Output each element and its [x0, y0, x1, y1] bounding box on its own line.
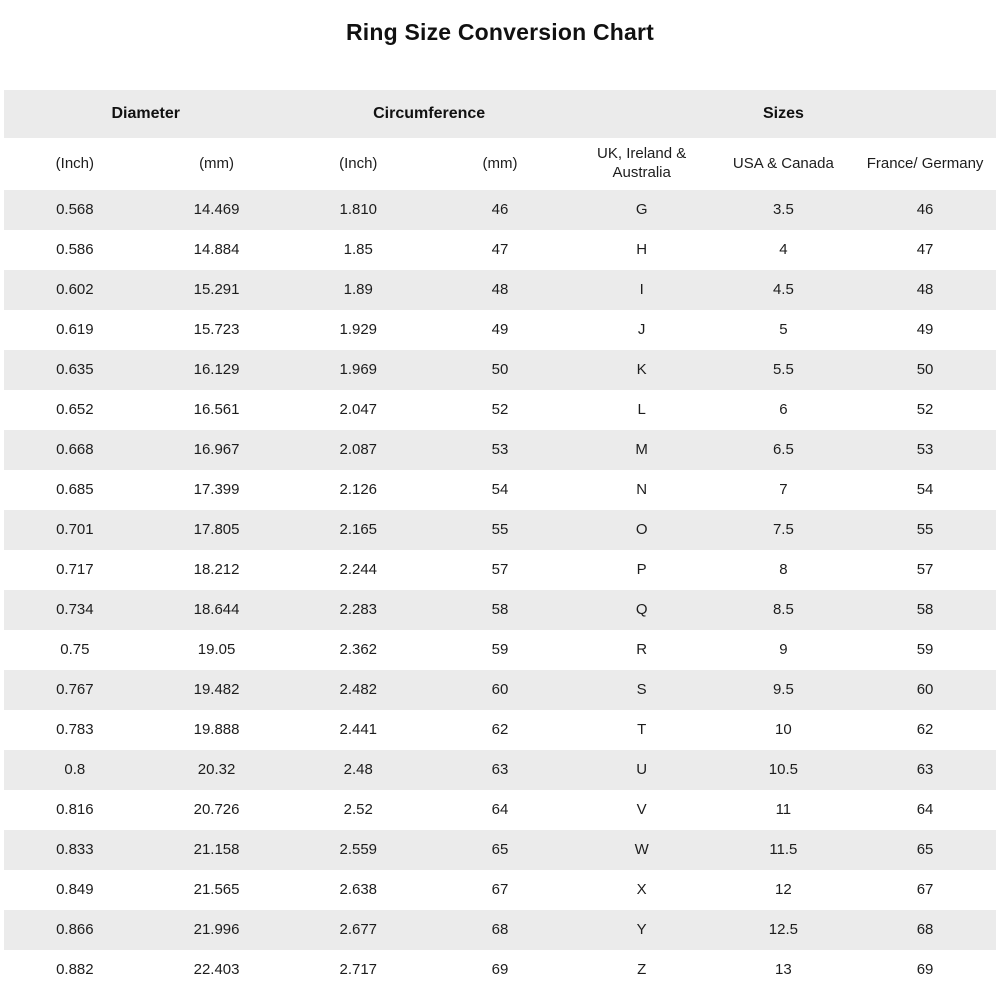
table-cell: 15.723 — [193, 320, 240, 338]
table-cell: 57 — [491, 560, 509, 578]
table-cell: 19.482 — [193, 680, 240, 698]
table-cell: 0.701 — [56, 520, 94, 538]
table-cell: 11 — [775, 800, 792, 818]
table-cell: 9 — [779, 640, 788, 658]
group-header-circumference: Circumference — [373, 105, 486, 122]
table-cell: 46 — [916, 200, 934, 218]
table-cell: 69 — [491, 960, 509, 978]
table-row — [4, 750, 996, 790]
table-cell: 0.866 — [56, 920, 94, 938]
table-cell: 2.087 — [339, 440, 378, 458]
table-cell: 12 — [775, 880, 792, 898]
table-row — [4, 910, 996, 950]
table-cell: U — [636, 760, 648, 778]
table-cell: 2.047 — [339, 400, 378, 418]
table-cell: 20.726 — [193, 800, 240, 818]
table-cell: 0.668 — [56, 440, 94, 458]
group-header-diameter: Diameter — [111, 105, 180, 122]
table-cell: 17.805 — [193, 520, 240, 538]
table-cell: 7.5 — [772, 520, 794, 538]
table-row — [4, 190, 996, 230]
table-cell: 64 — [491, 800, 509, 818]
table-cell: 19.888 — [193, 720, 240, 738]
table-cell: N — [636, 480, 648, 498]
table-cell: 9.5 — [772, 680, 794, 698]
table-row — [4, 230, 996, 270]
table-row — [4, 790, 996, 830]
table-cell: 53 — [916, 440, 934, 458]
table-cell: 11.5 — [769, 840, 798, 858]
table-cell: 2.677 — [339, 920, 378, 938]
table-cell: 63 — [916, 760, 934, 778]
table-cell: 7 — [779, 480, 788, 498]
table-cell: V — [636, 800, 647, 818]
table-cell: 59 — [491, 640, 509, 658]
table-cell: 55 — [491, 520, 509, 538]
table-cell: 0.635 — [56, 360, 94, 378]
table-cell: 15.291 — [193, 280, 240, 298]
table-cell: 67 — [916, 880, 934, 898]
table-cell: X — [636, 880, 647, 898]
table-cell: 0.849 — [56, 880, 94, 898]
table-column-header-row — [4, 138, 996, 190]
table-row — [4, 630, 996, 670]
column-header-diameter-inch: (Inch) — [55, 154, 95, 172]
table-cell: 21.996 — [193, 920, 240, 938]
table-cell: 16.129 — [193, 360, 240, 378]
table-cell: R — [636, 640, 648, 658]
table-row — [4, 430, 996, 470]
table-cell: 16.967 — [193, 440, 240, 458]
table-cell: 4.5 — [772, 280, 794, 298]
table-cell: 46 — [491, 200, 509, 218]
table-row — [4, 470, 996, 510]
table-cell: H — [636, 240, 648, 258]
table-cell: 1.969 — [339, 360, 378, 378]
table-cell: 2.362 — [339, 640, 378, 658]
column-header-uk-ireland-australia: UK, Ireland & Australia — [597, 145, 687, 181]
table-cell: 10.5 — [768, 760, 798, 778]
table-cell: 63 — [491, 760, 509, 778]
table-cell: 8.5 — [772, 600, 794, 618]
table-cell: I — [639, 280, 644, 298]
table-cell: 2.441 — [339, 720, 378, 738]
table-cell: 18.644 — [193, 600, 240, 618]
table-row — [4, 670, 996, 710]
table-row — [4, 510, 996, 550]
table-cell: 2.244 — [339, 560, 378, 578]
table-row — [4, 350, 996, 390]
table-cell: 0.816 — [56, 800, 94, 818]
table-cell: 0.75 — [60, 640, 90, 658]
table-cell: Y — [636, 920, 647, 938]
table-cell: 47 — [491, 240, 509, 258]
column-header-diameter-mm: (mm) — [199, 154, 235, 172]
table-cell: 1.810 — [339, 200, 378, 218]
table-cell: 64 — [916, 800, 934, 818]
table-cell: 68 — [491, 920, 509, 938]
table-row — [4, 950, 996, 990]
table-cell: 2.717 — [339, 960, 378, 978]
table-cell: 14.884 — [193, 240, 240, 258]
table-cell: 58 — [916, 600, 934, 618]
table-row — [4, 270, 996, 310]
table-cell: 13 — [775, 960, 792, 978]
table-cell: 6.5 — [772, 440, 794, 458]
table-cell: 0.783 — [56, 720, 94, 738]
table-cell: 60 — [916, 680, 934, 698]
table-cell: 5 — [779, 320, 788, 338]
table-cell: 5.5 — [772, 360, 794, 378]
table-row — [4, 310, 996, 350]
table-cell: 62 — [916, 720, 934, 738]
table-cell: 0.568 — [56, 200, 94, 218]
column-header-circumference-inch: (Inch) — [339, 154, 378, 172]
table-row — [4, 710, 996, 750]
table-cell: 47 — [916, 240, 934, 258]
table-cell: 2.52 — [343, 800, 373, 818]
table-cell: 57 — [916, 560, 934, 578]
table-cell: 0.833 — [56, 840, 94, 858]
table-cell: 18.212 — [193, 560, 240, 578]
table-cell: 48 — [916, 280, 934, 298]
table-cell: G — [635, 200, 648, 218]
table-cell: 69 — [916, 960, 934, 978]
table-row — [4, 390, 996, 430]
table-cell: T — [637, 720, 647, 738]
table-cell: 16.561 — [193, 400, 240, 418]
table-cell: 2.48 — [343, 760, 373, 778]
table-cell: 0.586 — [56, 240, 94, 258]
table-cell: 19.05 — [197, 640, 236, 658]
table-cell: 22.403 — [193, 960, 240, 978]
table-cell: J — [637, 320, 646, 338]
table-cell: 20.32 — [197, 760, 236, 778]
table-cell: 0.685 — [56, 480, 94, 498]
column-header-france-germany: France/ Germany — [866, 154, 984, 172]
table-cell: 52 — [916, 400, 934, 418]
table-cell: 12.5 — [768, 920, 798, 938]
table-cell: 2.559 — [339, 840, 378, 858]
table-cell: 50 — [916, 360, 934, 378]
table-cell: 21.158 — [193, 840, 240, 858]
table-cell: 52 — [491, 400, 509, 418]
table-cell: 58 — [491, 600, 509, 618]
table-cell: 0.882 — [56, 960, 94, 978]
table-row — [4, 870, 996, 910]
table-cell: 17.399 — [193, 480, 240, 498]
ring-size-table — [4, 90, 996, 990]
table-cell: 59 — [916, 640, 934, 658]
table-cell: 62 — [491, 720, 509, 738]
table-cell: 48 — [491, 280, 509, 298]
table-cell: 0.767 — [56, 680, 94, 698]
table-cell: S — [636, 680, 647, 698]
table-cell: 0.8 — [64, 760, 86, 778]
table-row — [4, 830, 996, 870]
table-cell: 14.469 — [193, 200, 240, 218]
table-cell: 55 — [916, 520, 934, 538]
table-cell: 49 — [491, 320, 509, 338]
table-cell: 60 — [491, 680, 509, 698]
table-group-header-row — [4, 90, 996, 138]
table-cell: 2.283 — [339, 600, 378, 618]
table-cell: 49 — [916, 320, 934, 338]
page-title: Ring Size Conversion Chart — [345, 19, 655, 45]
table-cell: 2.165 — [339, 520, 378, 538]
table-cell: P — [636, 560, 647, 578]
table-cell: 67 — [491, 880, 509, 898]
table-cell: W — [634, 840, 649, 858]
table-row — [4, 590, 996, 630]
table-cell: O — [635, 520, 648, 538]
table-cell: 0.717 — [56, 560, 94, 578]
table-cell: 54 — [916, 480, 934, 498]
table-cell: 1.89 — [343, 280, 373, 298]
table-row — [4, 550, 996, 590]
table-cell: 4 — [779, 240, 788, 258]
table-cell: Z — [637, 960, 647, 978]
table-cell: 3.5 — [772, 200, 794, 218]
column-header-circumference-mm: (mm) — [482, 154, 518, 172]
table-cell: 2.126 — [339, 480, 378, 498]
table-cell: 53 — [491, 440, 509, 458]
table-cell: 1.929 — [339, 320, 378, 338]
table-cell: 0.602 — [56, 280, 94, 298]
table-cell: 65 — [491, 840, 509, 858]
table-cell: Q — [635, 600, 648, 618]
table-cell: 1.85 — [343, 240, 373, 258]
table-cell: 21.565 — [193, 880, 240, 898]
table-cell: 68 — [916, 920, 934, 938]
table-body — [4, 190, 996, 990]
table-cell: L — [637, 400, 646, 418]
group-header-sizes: Sizes — [762, 105, 804, 122]
table-cell: 2.638 — [339, 880, 378, 898]
table-cell: K — [636, 360, 647, 378]
table-cell: 0.734 — [56, 600, 94, 618]
table-cell: 54 — [491, 480, 509, 498]
table-cell: 0.652 — [56, 400, 94, 418]
table-cell: 65 — [916, 840, 934, 858]
table-cell: 10 — [775, 720, 792, 738]
table-cell: 50 — [491, 360, 509, 378]
table-cell: 2.482 — [339, 680, 378, 698]
table-cell: 6 — [779, 400, 788, 418]
table-cell: 8 — [779, 560, 788, 578]
table-cell: 0.619 — [56, 320, 94, 338]
column-header-usa-canada: USA & Canada — [732, 154, 834, 172]
table-cell: M — [635, 440, 648, 458]
